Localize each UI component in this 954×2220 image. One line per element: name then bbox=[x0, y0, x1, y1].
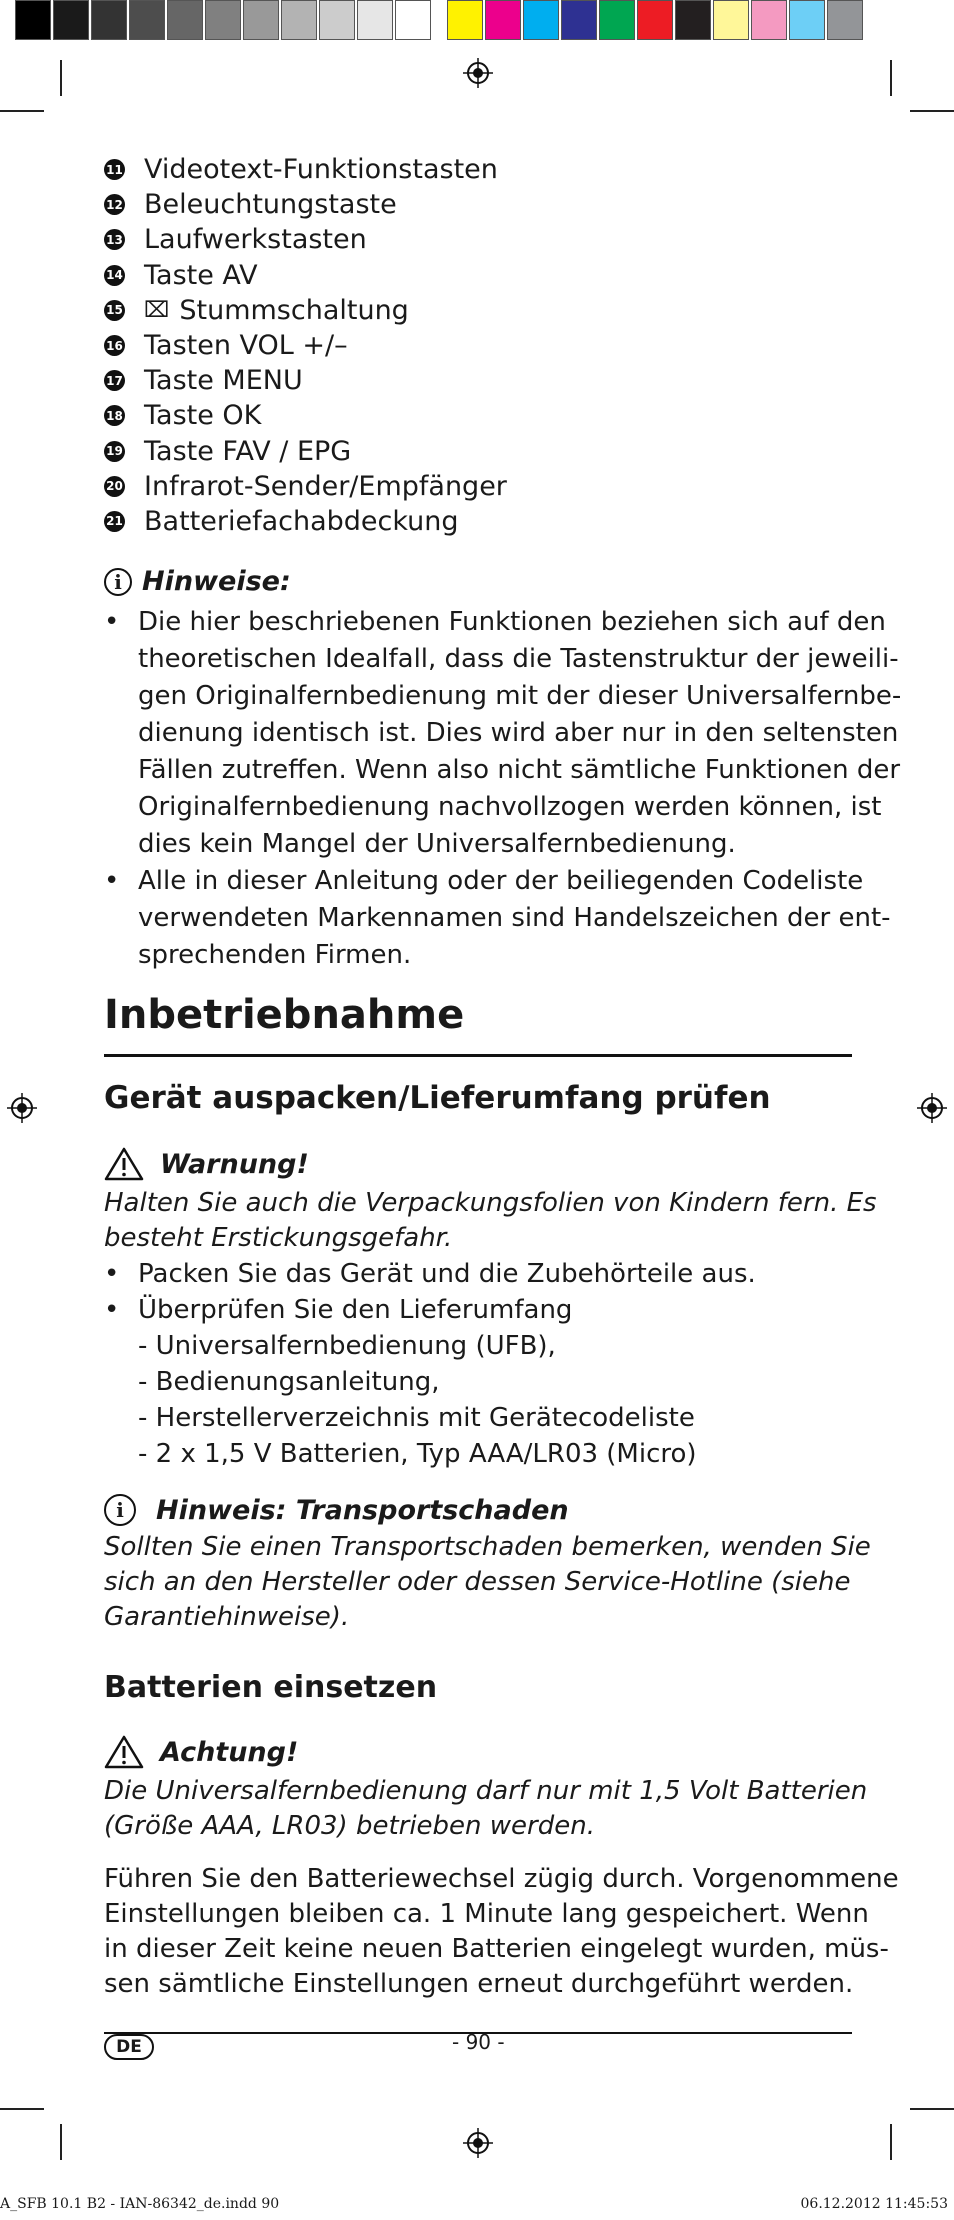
component-list-item bbox=[104, 187, 507, 222]
component-list-item bbox=[104, 222, 507, 257]
grey-swatch bbox=[281, 0, 317, 40]
registration-mark-icon bbox=[917, 1093, 947, 1123]
item-number-badge: 19 bbox=[104, 441, 125, 462]
item-number-badge: 15 bbox=[104, 300, 125, 321]
color-swatch bbox=[561, 0, 597, 40]
note-line: dienung identisch ist. Dies wird aber nur in den seltensten bbox=[138, 718, 899, 748]
color-swatch bbox=[789, 0, 825, 40]
item-number-badge: 16 bbox=[104, 335, 125, 356]
warning-icon bbox=[104, 1735, 144, 1769]
transport-text bbox=[104, 1530, 871, 1635]
batteries-heading: Batterien einsetzen bbox=[104, 1670, 438, 1705]
component-list-item bbox=[104, 363, 507, 398]
warning-line: Halten Sie auch die Verpackungsfolien von Kindern fern. Es bbox=[104, 1188, 877, 1218]
package-content-item: - Bedienungsanleitung, bbox=[138, 1367, 440, 1397]
notes-bullet-list bbox=[104, 604, 902, 974]
body-line: Einstellungen bleiben ca. 1 Minute lang gespeichert. Wenn bbox=[104, 1899, 869, 1929]
color-swatch bbox=[599, 0, 635, 40]
registration-mark-icon bbox=[463, 2128, 493, 2158]
print-slug-date: 06.12.2012 11:45:53 bbox=[800, 2196, 948, 2212]
body-line: Führen Sie den Batteriewechsel zügig durch. Vorgenommene bbox=[104, 1864, 899, 1894]
item-number-badge: 14 bbox=[104, 265, 125, 286]
caution-text bbox=[104, 1774, 868, 1844]
crop-mark bbox=[0, 110, 44, 112]
grey-swatch bbox=[243, 0, 279, 40]
component-list-item bbox=[104, 469, 507, 504]
crop-mark bbox=[910, 2108, 954, 2110]
note-line: verwendeten Markennamen sind Handelszeichen der ent- bbox=[138, 903, 891, 933]
item-number-badge: 12 bbox=[104, 194, 125, 215]
item-number-badge: 11 bbox=[104, 159, 125, 180]
grey-swatch bbox=[395, 0, 431, 40]
grey-swatch bbox=[167, 0, 203, 40]
grey-swatch bbox=[53, 0, 89, 40]
grey-swatch bbox=[129, 0, 165, 40]
color-swatch bbox=[751, 0, 787, 40]
notes-heading bbox=[104, 566, 291, 597]
note-line: Fällen zutreffen. Wenn also nicht sämtliche Funktionen der bbox=[138, 755, 901, 785]
note-line: theoretischen Idealfall, dass die Tastenstruktur der jeweili- bbox=[138, 644, 899, 674]
unpack-heading: Gerät auspacken/Lieferumfang prüfen bbox=[104, 1080, 771, 1116]
note-line: dies kein Mangel der Universalfernbedienung. bbox=[138, 829, 736, 859]
page-number: - 90 - bbox=[452, 2030, 505, 2054]
color-swatch bbox=[447, 0, 483, 40]
crop-mark bbox=[0, 2108, 44, 2110]
note-line: Originalfernbedienung nachvollzogen werden können, ist bbox=[138, 792, 882, 822]
crop-mark bbox=[60, 60, 62, 96]
warning-text bbox=[104, 1186, 877, 1256]
crop-mark bbox=[910, 110, 954, 112]
component-list-item bbox=[104, 434, 507, 469]
transport-line: Garantiehinweise). bbox=[104, 1602, 350, 1632]
registration-mark-icon bbox=[7, 1093, 37, 1123]
crop-mark bbox=[60, 2124, 62, 2160]
note-line: Die hier beschriebenen Funktionen beziehen sich auf den bbox=[138, 607, 886, 637]
item-label: Laufwerkstasten bbox=[144, 224, 367, 256]
grey-swatch bbox=[15, 0, 51, 40]
registration-mark-icon bbox=[463, 58, 493, 88]
crop-mark bbox=[890, 2124, 892, 2160]
item-label: Taste AV bbox=[144, 259, 258, 291]
item-label: Taste MENU bbox=[144, 365, 303, 397]
crop-mark bbox=[890, 60, 892, 96]
item-number-badge: 13 bbox=[104, 229, 125, 250]
note-bullet: • Die hier beschriebenen Funktionen beziehen sich auf den theoretischen Idealfall, dass die Tastenstruktur der jeweili- gen Originalfernbedienung mit der dieser Universalfernbe- dienung identisch ist. Dies wird aber nur in den seltensten Fällen zutreffen. Wenn also nicht sämtliche Funktionen der Originalfernbedienung nachvollzogen werden können, ist dies kein Mangel der Universalfernbedienung. bbox=[104, 604, 856, 863]
item-number-badge: 18 bbox=[104, 405, 125, 426]
item-label: Taste OK bbox=[144, 400, 262, 432]
item-label: Stummschaltung bbox=[179, 294, 409, 326]
item-label: Beleuchtungstaste bbox=[144, 189, 397, 221]
battery-body-text bbox=[104, 1862, 899, 2002]
transport-heading bbox=[104, 1494, 569, 1526]
component-list-item bbox=[104, 328, 507, 363]
color-swatch bbox=[675, 0, 711, 40]
mute-icon: ⌧ bbox=[144, 297, 170, 323]
caution-label: Achtung! bbox=[160, 1736, 299, 1768]
note-bullet: • Alle in dieser Anleitung oder der beiliegenden Codeliste verwendeten Markennamen sind Handelszeichen der ent- sprechenden Firmen. bbox=[104, 863, 856, 974]
language-badge: DE bbox=[104, 2034, 154, 2060]
component-list-item bbox=[104, 258, 507, 293]
grey-swatch bbox=[205, 0, 241, 40]
caution-line: Die Universalfernbedienung darf nur mit 1,5 Volt Batterien bbox=[104, 1776, 868, 1806]
component-list-item bbox=[104, 152, 507, 187]
color-swatch bbox=[827, 0, 863, 40]
package-content-item: - Herstellerverzeichnis mit Gerätecodeliste bbox=[138, 1403, 695, 1433]
color-swatch bbox=[523, 0, 559, 40]
item-number-badge: 20 bbox=[104, 476, 125, 497]
unpack-list: • Packen Sie das Gerät und die Zubehörteile aus. • Überprüfen Sie den Lieferumfang - Universalfernbedienung (UFB), - Bedienungsanleitung, - Herstellerverzeichnis mit Gerätecodeliste - 2 x 1,5 V Batterien, Typ AAA/LR03 (Micro) bbox=[104, 1256, 856, 1472]
print-slug-file: A_SFB 10.1 B2 - IAN-86342_de.indd 90 bbox=[0, 2196, 280, 2212]
info-icon: i bbox=[104, 568, 132, 596]
transport-line: Sollten Sie einen Transportschaden bemerken, wenden Sie bbox=[104, 1532, 871, 1562]
info-icon: i bbox=[104, 1494, 136, 1526]
section-title-rule bbox=[104, 1054, 852, 1057]
warning-line: besteht Erstickungsgefahr. bbox=[104, 1223, 453, 1253]
caution-heading bbox=[104, 1735, 298, 1769]
notes-heading-label: Hinweise: bbox=[142, 566, 291, 597]
package-content-item: - 2 x 1,5 V Batterien, Typ AAA/LR03 (Micro) bbox=[138, 1439, 697, 1469]
body-line: sen sämtliche Einstellungen erneut durchgeführt werden. bbox=[104, 1969, 854, 1999]
item-number-badge: 17 bbox=[104, 370, 125, 391]
grey-swatch bbox=[357, 0, 393, 40]
component-list-item bbox=[104, 398, 507, 433]
warning-heading bbox=[104, 1147, 309, 1181]
caution-line: (Größe AAA, LR03) betrieben werden. bbox=[104, 1811, 595, 1841]
component-list bbox=[104, 152, 507, 539]
grey-swatch bbox=[91, 0, 127, 40]
unpack-step: Packen Sie das Gerät und die Zubehörteile aus. bbox=[138, 1259, 756, 1289]
color-swatch bbox=[485, 0, 521, 40]
grey-swatch bbox=[319, 0, 355, 40]
item-label: Batteriefachabdeckung bbox=[144, 505, 459, 537]
item-label: Tasten VOL +/– bbox=[144, 330, 348, 362]
color-swatch bbox=[637, 0, 673, 40]
note-line: Alle in dieser Anleitung oder der beiliegenden Codeliste bbox=[138, 866, 864, 896]
package-content-item: - Universalfernbedienung (UFB), bbox=[138, 1331, 556, 1361]
unpack-step: Überprüfen Sie den Lieferumfang bbox=[138, 1295, 573, 1325]
note-line: gen Originalfernbedienung mit der dieser Universalfernbe- bbox=[138, 681, 902, 711]
color-swatch bbox=[713, 0, 749, 40]
item-label: Taste FAV / EPG bbox=[144, 435, 352, 467]
warning-icon bbox=[104, 1147, 144, 1181]
print-color-bar bbox=[15, 0, 865, 42]
transport-label: Hinweis: Transportschaden bbox=[156, 1494, 569, 1526]
item-number-badge: 21 bbox=[104, 511, 125, 532]
section-title: Inbetriebnahme bbox=[104, 992, 465, 1038]
body-line: in dieser Zeit keine neuen Batterien eingelegt wurden, müs- bbox=[104, 1934, 889, 1964]
item-label: Infrarot-Sender/Empfänger bbox=[144, 470, 507, 502]
component-list-item bbox=[104, 293, 507, 328]
item-label: Videotext-Funktionstasten bbox=[144, 154, 498, 186]
component-list-item bbox=[104, 504, 507, 539]
warning-label: Warnung! bbox=[160, 1148, 309, 1180]
transport-line: sich an den Hersteller oder dessen Service-Hotline (siehe bbox=[104, 1567, 851, 1597]
note-line: sprechenden Firmen. bbox=[138, 940, 412, 970]
